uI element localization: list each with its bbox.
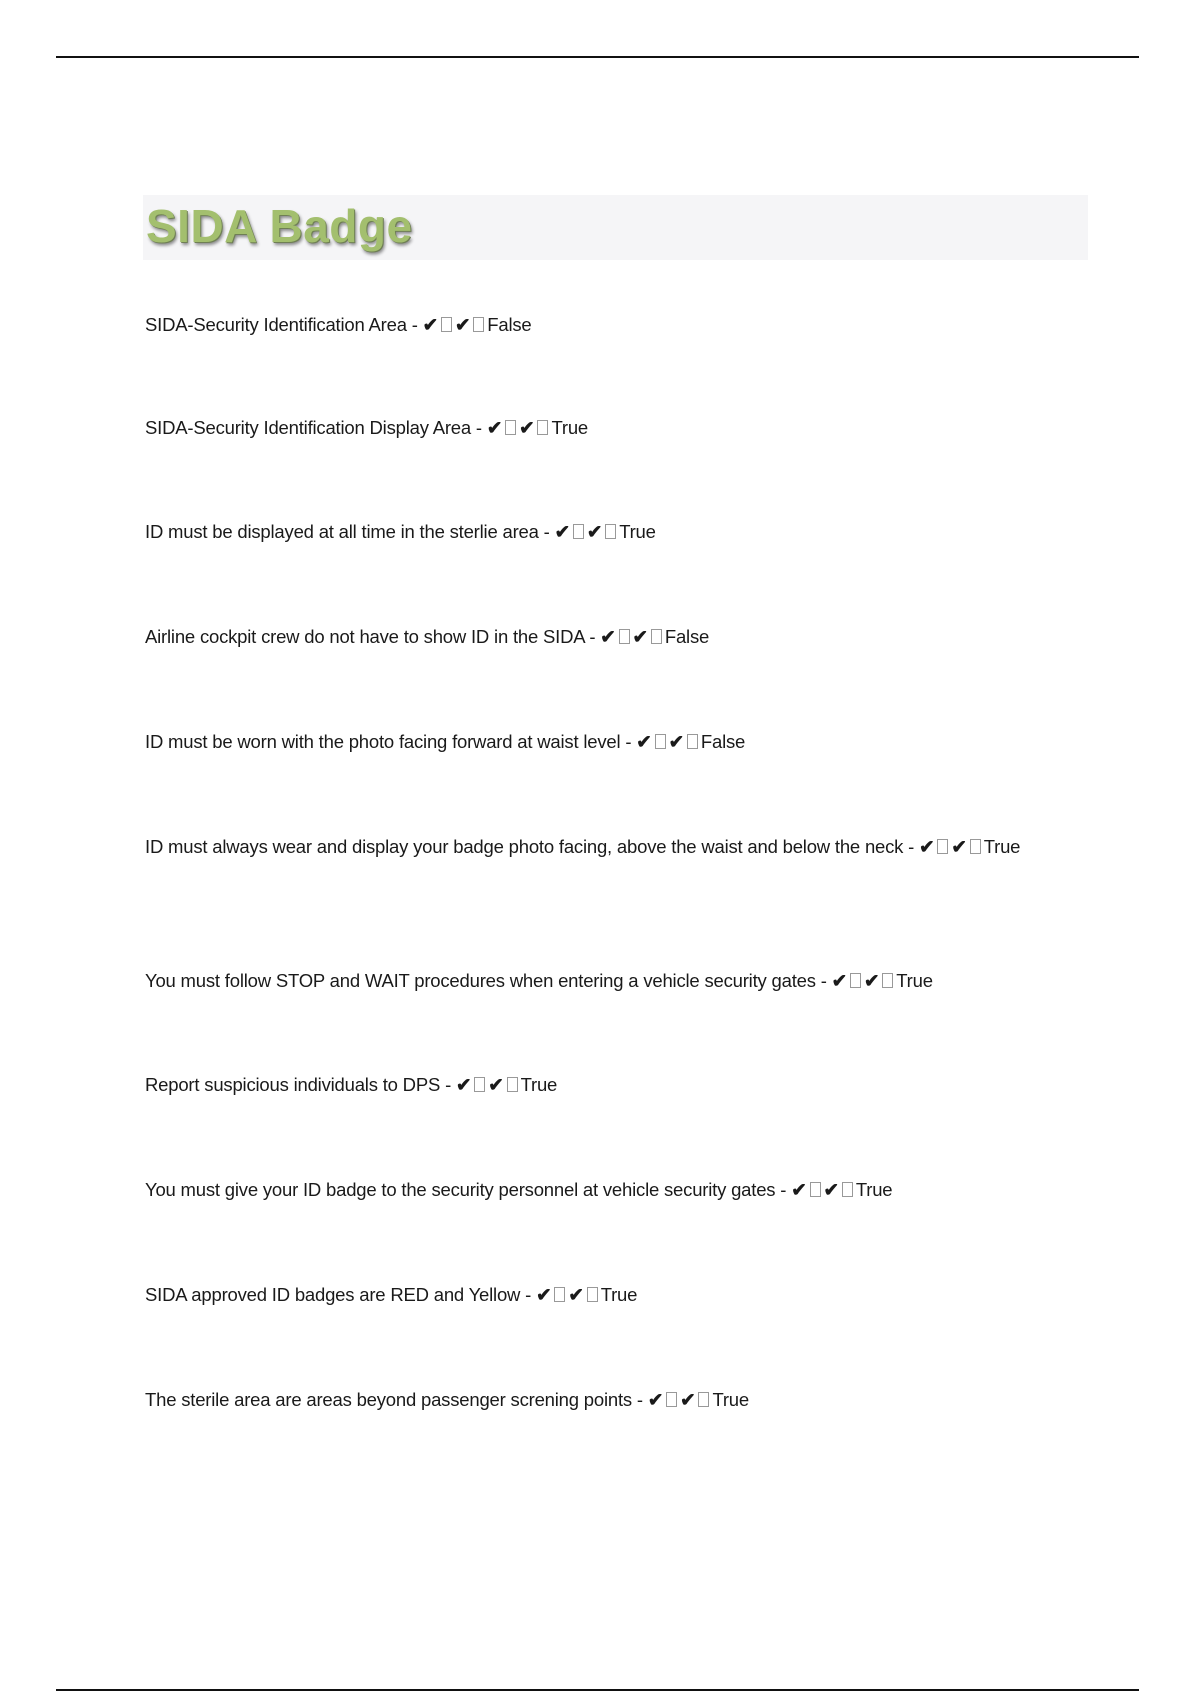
- box-icon: [537, 420, 548, 435]
- check-icon: ✔: [536, 1284, 552, 1305]
- check-icon: ✔: [455, 1074, 472, 1095]
- answer-text: True: [551, 417, 589, 438]
- box-icon: [507, 1077, 518, 1092]
- question-text: Airline cockpit crew do not have to show ID in the SIDA: [145, 626, 585, 647]
- box-icon: [850, 973, 861, 988]
- box-icon: [619, 629, 630, 644]
- box-icon: [473, 317, 484, 332]
- question-text: You must follow STOP and WAIT procedures when entering a vehicle security gates: [145, 970, 816, 991]
- question-text: SIDA approved ID badges are RED and Yellow: [145, 1284, 521, 1305]
- question-text: You must give your ID badge to the security personnel at vehicle security gates: [145, 1179, 776, 1200]
- check-icon: ✔: [454, 314, 471, 335]
- check-icon: ✔: [831, 970, 847, 991]
- question-text: Report suspicious individuals to DPS: [145, 1074, 441, 1095]
- answer-text: True: [896, 970, 933, 991]
- check-icon: ✔: [863, 970, 880, 991]
- box-icon: [474, 1077, 485, 1092]
- box-icon: [842, 1182, 853, 1197]
- check-icon: ✔: [519, 417, 535, 438]
- check-icon: ✔: [791, 1179, 807, 1200]
- qa-item: Report suspicious individuals to DPS - ✔ ✔ True: [145, 1074, 558, 1095]
- check-icon: ✔: [680, 1389, 696, 1410]
- box-icon: [882, 973, 893, 988]
- answer-text: True: [600, 1284, 638, 1305]
- qa-item: The sterile area are areas beyond passenger screning points - ✔ ✔ True: [145, 1389, 749, 1410]
- check-icon: ✔: [586, 521, 603, 542]
- box-icon: [687, 734, 698, 749]
- box-icon: [666, 1392, 677, 1407]
- box-icon: [573, 524, 584, 539]
- title-banner: [143, 195, 1088, 260]
- check-icon: ✔: [422, 314, 438, 335]
- check-icon: ✔: [554, 521, 570, 542]
- qa-item: ID must be worn with the photo facing forward at waist level - ✔ ✔ False: [145, 731, 746, 752]
- question-text: ID must be displayed at all time in the sterlie area: [145, 521, 539, 542]
- qa-item: SIDA approved ID badges are RED and Yellow - ✔ ✔ True: [145, 1284, 638, 1305]
- check-icon: ✔: [951, 836, 967, 857]
- answer-text: True: [855, 1179, 893, 1200]
- question-text: ID must always wear and display your badge photo facing, above the waist and below the neck: [145, 836, 904, 857]
- qa-item: SIDA-Security Identification Area - ✔ ✔ False: [145, 314, 532, 335]
- qa-item: SIDA-Security Identification Display Area - ✔ ✔ True: [145, 417, 589, 438]
- box-icon: [970, 839, 981, 854]
- box-icon: [587, 1287, 598, 1302]
- check-icon: ✔: [488, 1074, 504, 1095]
- check-icon: ✔: [568, 1284, 584, 1305]
- question-text: The sterile area are areas beyond passenger screning points: [145, 1389, 632, 1410]
- check-icon: ✔: [486, 417, 503, 438]
- question-text: SIDA-Security Identification Area: [145, 314, 407, 335]
- qa-item: You must follow STOP and WAIT procedures when entering a vehicle security gates - ✔ ✔ True: [145, 970, 933, 991]
- check-icon: ✔: [919, 836, 935, 857]
- box-icon: [651, 629, 662, 644]
- answer-text: False: [487, 314, 532, 335]
- page-title: SIDA Badge: [146, 200, 413, 252]
- box-icon: [698, 1392, 709, 1407]
- box-icon: [554, 1287, 565, 1302]
- box-icon: [937, 839, 948, 854]
- box-icon: [655, 734, 666, 749]
- box-icon: [605, 524, 616, 539]
- answer-text: True: [983, 836, 1021, 857]
- box-icon: [505, 420, 516, 435]
- check-icon: ✔: [632, 626, 648, 647]
- answer-text: True: [712, 1389, 749, 1410]
- answer-text: True: [520, 1074, 558, 1095]
- question-text: SIDA-Security Identification Display Area: [145, 417, 471, 438]
- qa-item: You must give your ID badge to the security personnel at vehicle security gates - ✔ ✔ True: [145, 1179, 893, 1200]
- check-icon: ✔: [823, 1179, 839, 1200]
- question-text: ID must be worn with the photo facing forward at waist level: [145, 731, 621, 752]
- answer-text: True: [619, 521, 656, 542]
- qa-item: ID must be displayed at all time in the sterlie area - ✔ ✔ True: [145, 521, 656, 542]
- check-icon: ✔: [636, 731, 652, 752]
- check-icon: ✔: [600, 626, 616, 647]
- box-icon: [441, 317, 452, 332]
- footer-rule: [56, 1689, 1139, 1691]
- check-icon: ✔: [647, 1389, 664, 1410]
- answer-text: False: [664, 626, 710, 647]
- header-rule: [56, 56, 1139, 58]
- qa-item: ID must always wear and display your badge photo facing, above the waist and below the neck - ✔ ✔ True: [145, 836, 1021, 857]
- answer-text: False: [700, 731, 746, 752]
- qa-item: Airline cockpit crew do not have to show ID in the SIDA - ✔ ✔ False: [145, 626, 710, 647]
- box-icon: [810, 1182, 821, 1197]
- check-icon: ✔: [668, 731, 684, 752]
